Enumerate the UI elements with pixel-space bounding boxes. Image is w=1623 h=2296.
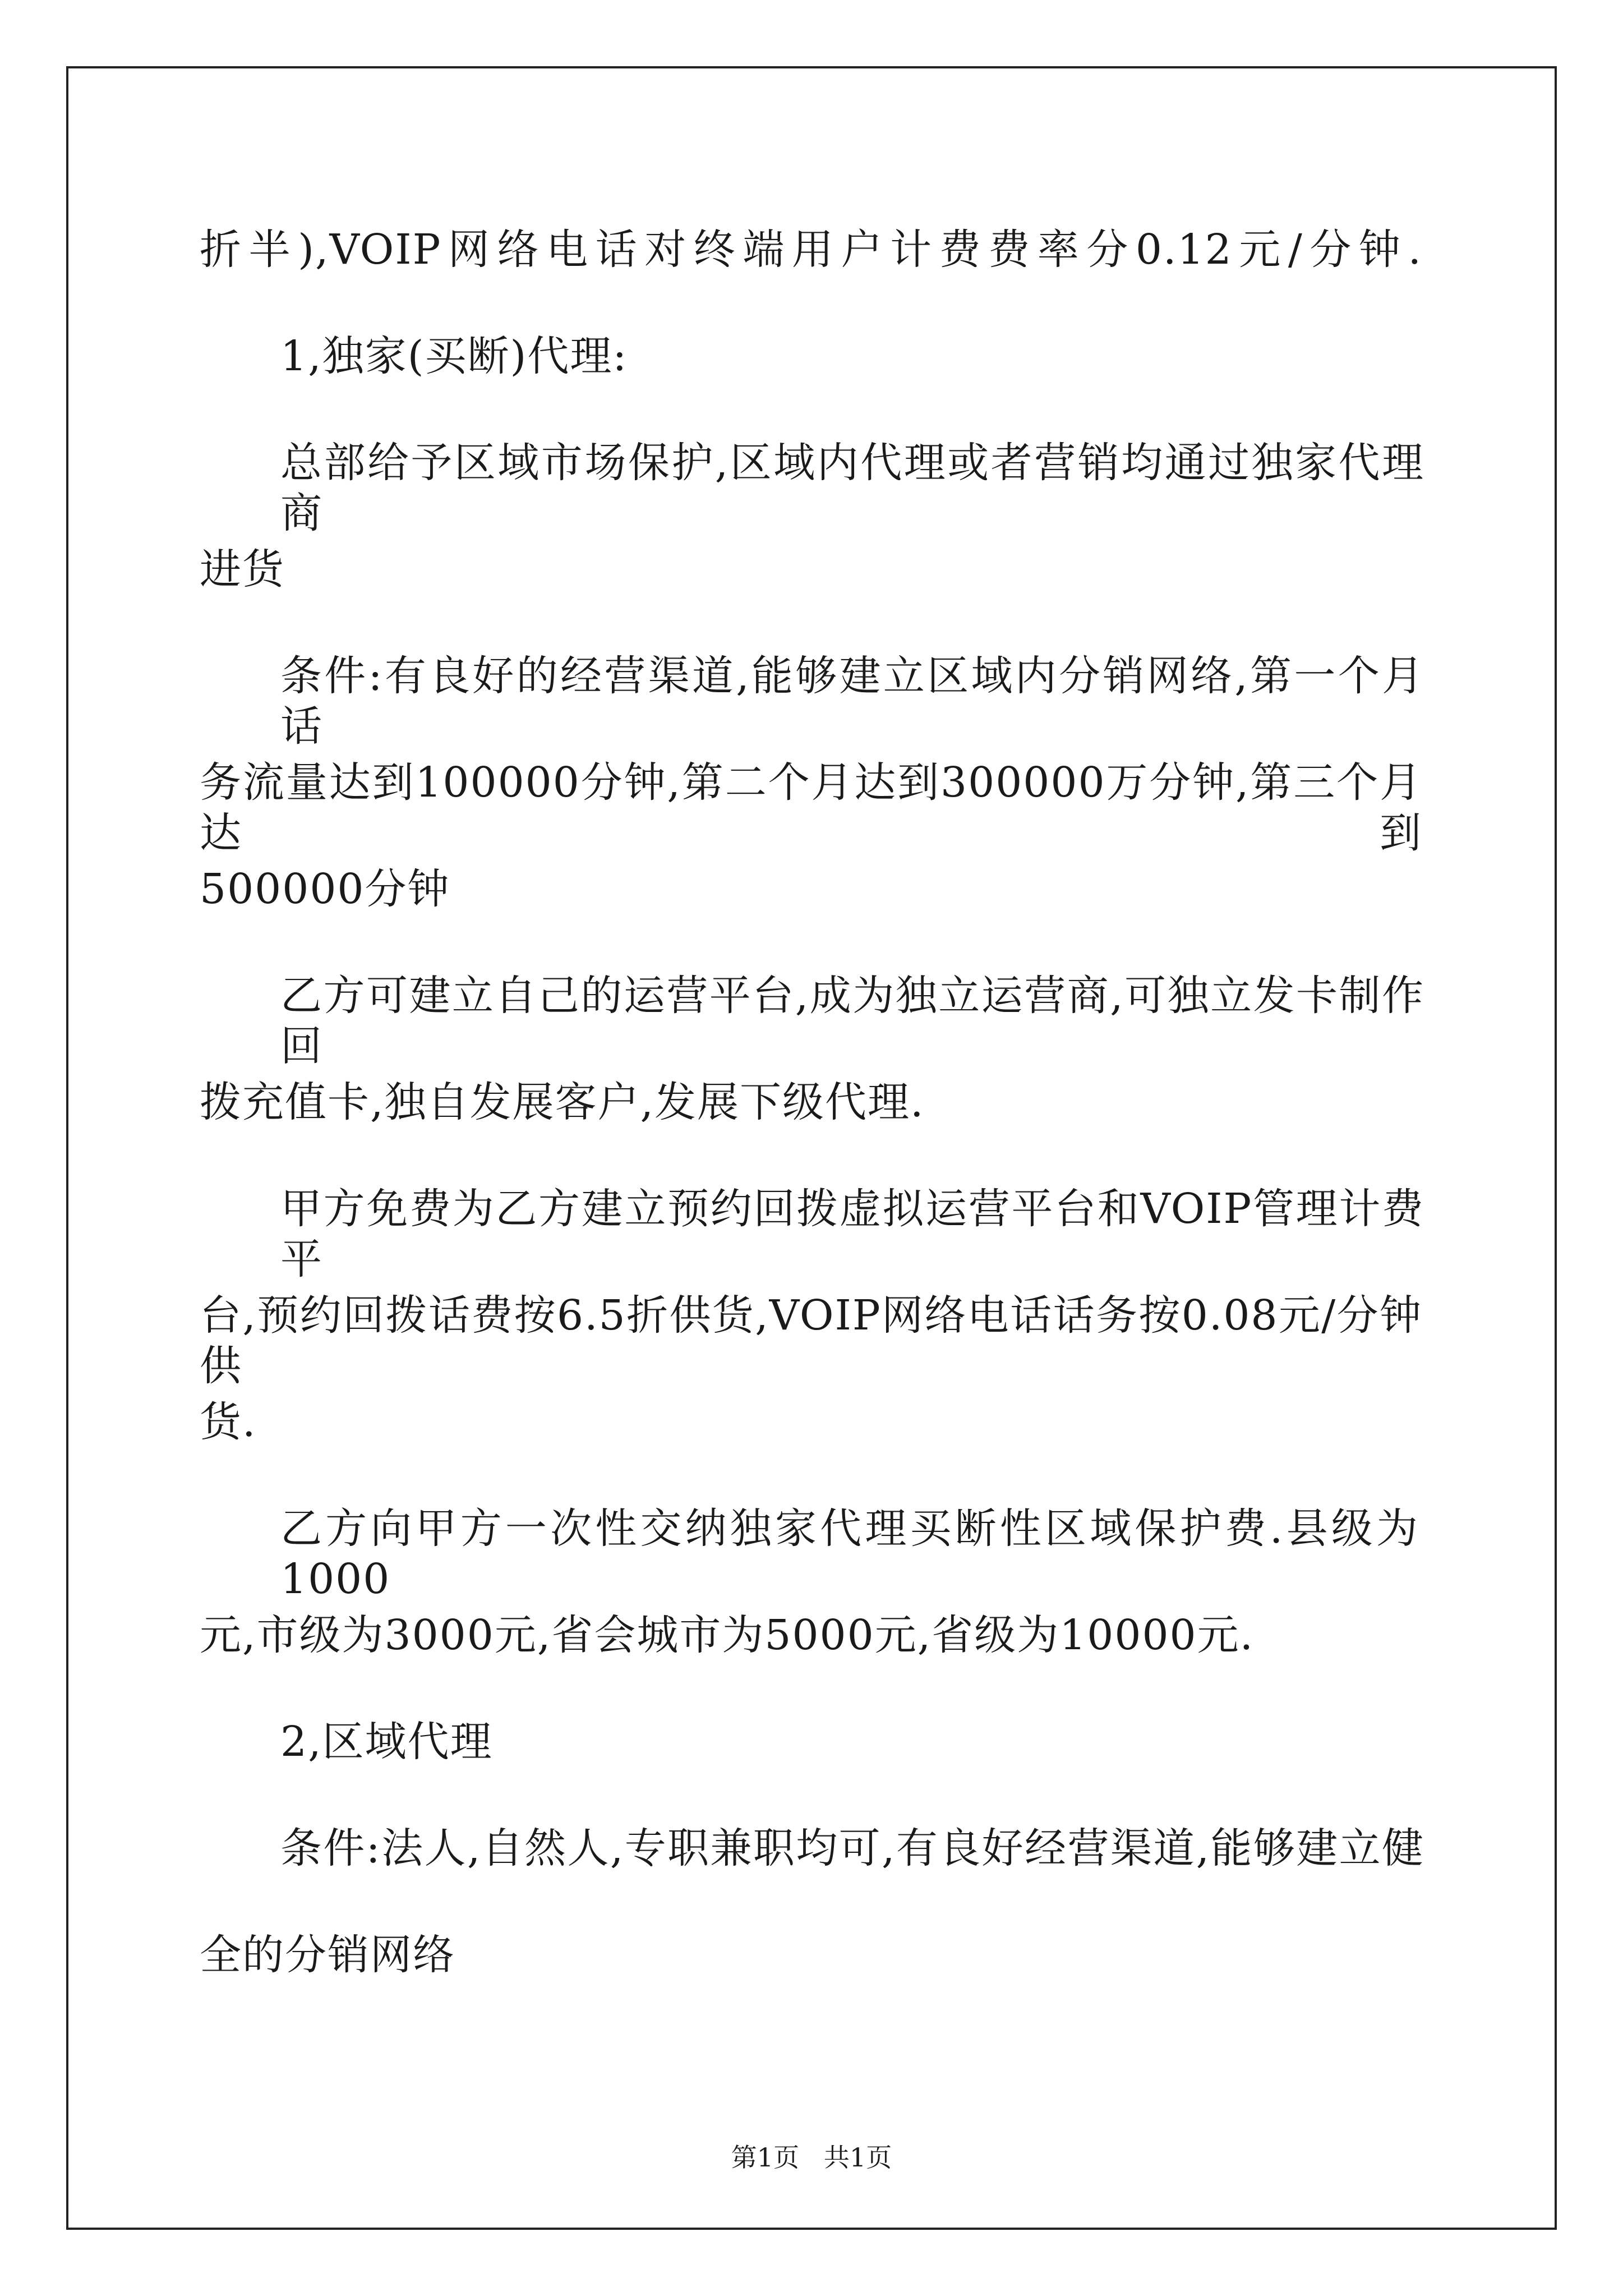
text-line: 总部给予区域市场保护,区域内代理或者营销均通过独家代理商 xyxy=(280,439,1424,537)
text-line: 2,区域代理 xyxy=(280,1718,493,1766)
text-line: 乙方向甲方一次性交纳独家代理买断性区域保护费.县级为1000 xyxy=(280,1504,1419,1603)
text-line: 乙方可建立自己的运营平台,成为独立运营商,可独立发卡制作回 xyxy=(280,972,1424,1070)
text-line: 条件:法人,自然人,专职兼职均可,有良好经营渠道,能够建立健 xyxy=(280,1824,1424,1872)
text-line: 1,独家(买断)代理: xyxy=(280,332,628,380)
text-line: 全的分销网络 xyxy=(200,1931,455,1979)
text-line: 务流量达到100000分钟,第二个月达到300000万分钟,第三个月达到 xyxy=(200,758,1422,857)
text-line: 折半),VOIP网络电话对终端用户计费费率分0.12元/分钟. xyxy=(200,226,1422,274)
text-line: 拨充值卡,独自发展客户,发展下级代理. xyxy=(200,1078,925,1126)
page-footer: 第1页 共1页 xyxy=(731,2142,892,2173)
page-border xyxy=(66,66,1557,2230)
text-line: 500000分钟 xyxy=(200,865,450,913)
text-line: 元,市级为3000元,省会城市为5000元,省级为10000元. xyxy=(200,1611,1255,1659)
text-line: 条件:有良好的经营渠道,能够建立区域内分销网络,第一个月话 xyxy=(280,652,1424,751)
text-line: 甲方免费为乙方建立预约回拨虚拟运营平台和VOIP管理计费平 xyxy=(280,1185,1424,1283)
text-line: 台,预约回拨话费按6.5折供货,VOIP网络电话话务按0.08元/分钟供 xyxy=(200,1291,1422,1390)
text-line: 进货 xyxy=(200,545,285,593)
text-line: 货. xyxy=(200,1398,257,1446)
